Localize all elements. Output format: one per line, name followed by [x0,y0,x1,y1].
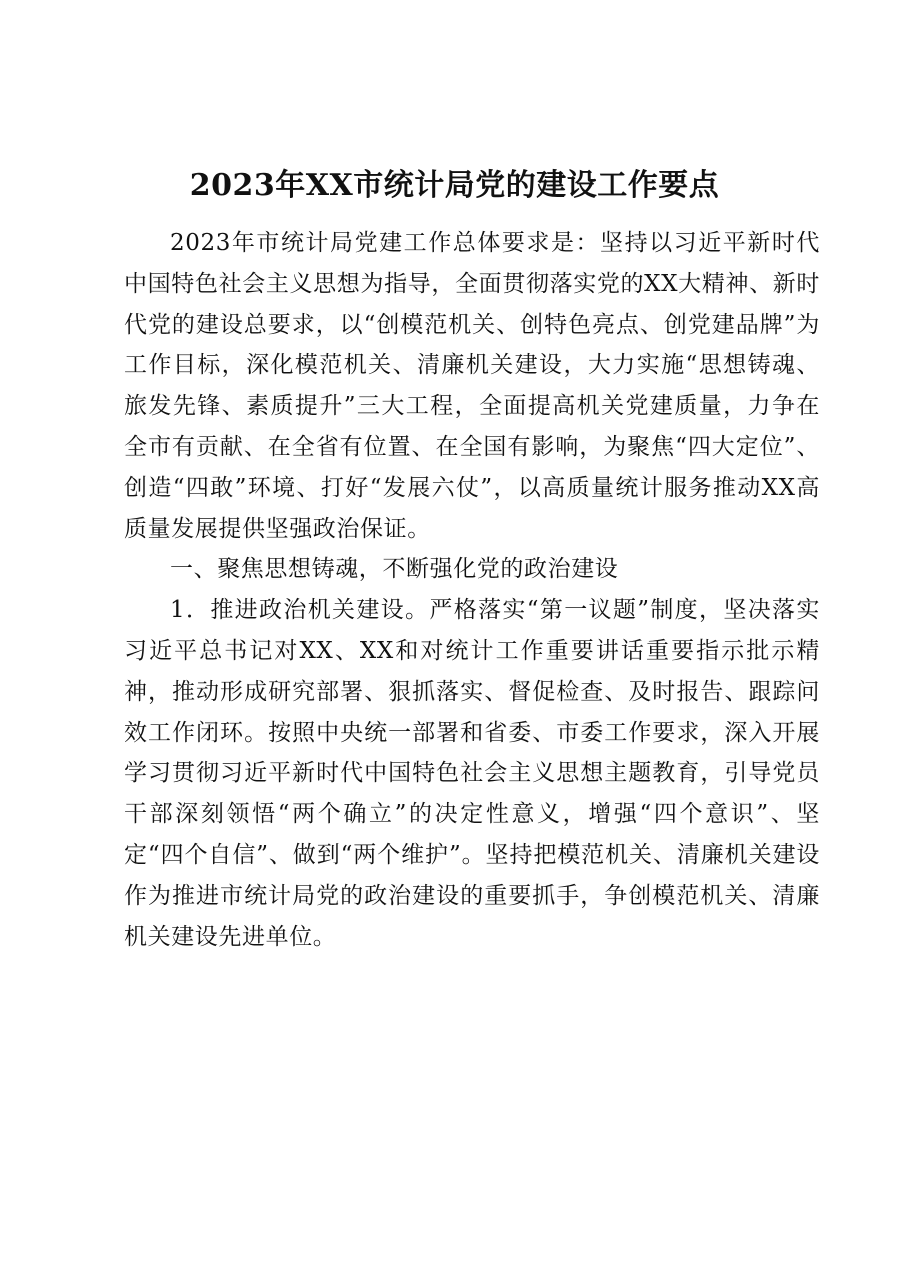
document-title: 2023年XX市统计局党的建设工作要点 [189,168,720,203]
document-body [124,223,820,957]
intro-paragraph: 2023年市统计局党建工作总体要求是：坚持以习近平新时代中国特色社会主义思想为指导，全面贯彻落实党的XX大精神、新时代党的建设总要求，以“创模范机关、创特色亮点、创党建品牌”为工作目标，深化模范机关、清廉机关建设，大力实施“思想铸魂、旅发先锋、素质提升”三大工程，全面提高机关党建质量，力争在全市有贡献、在全省有位置、在全国有影响，为聚焦“四大定位”、创造“四敢”环境、打好“发展六仗”，以高质量统计服务推动XX高质量发展提供坚强政治保证。 [124,230,820,542]
item-paragraph: 1．推进政治机关建设。严格落实“第一议题”制度，坚决落实习近平总书记对XX、XX和对统计工作重要讲话重要指示批示精神，推动形成研究部署、狠抓落实、督促检查、及时报告、跟踪问效工作闭环。按照中央统一部署和省委、市委工作要求，深入开展学习贯彻习近平新时代中国特色社会主义思想主题教育，引导党员干部深刻领悟“两个确立”的决定性意义，增强“四个意识”、坚定“四个自信”、做到“两个维护”。坚持把模范机关、清廉机关建设作为推进市统计局党的政治建设的重要抓手，争创模范机关、清廉机关建设先进单位。 [124,597,820,950]
section-heading: 一、聚焦思想铸魂，不断强化党的政治建设 [170,556,619,583]
